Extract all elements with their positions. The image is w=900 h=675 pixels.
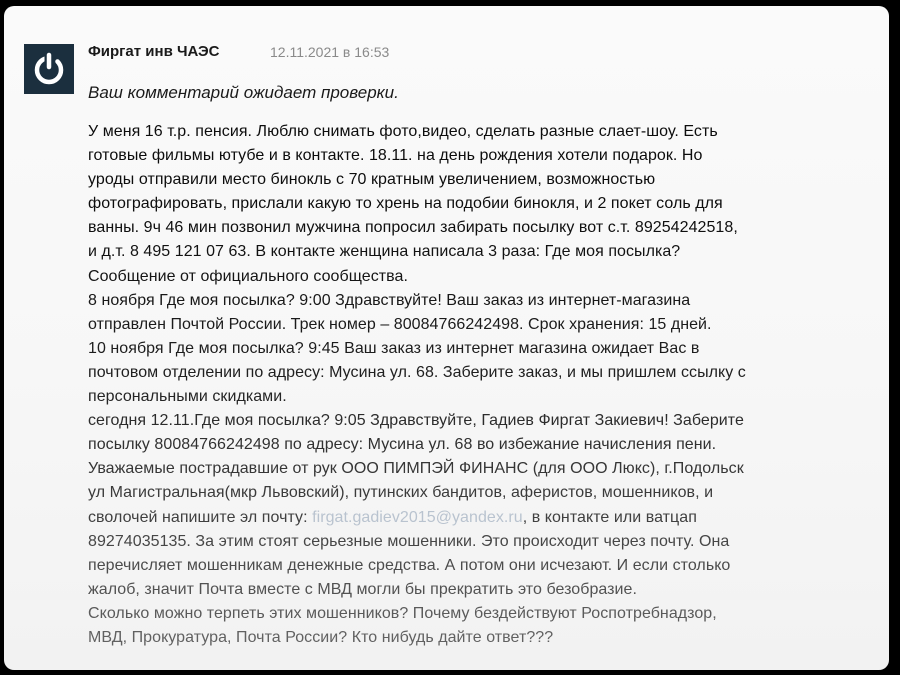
comment-line: У меня 16 т.р. пенсия. Люблю снимать фото,видео, сделать разные слает-шоу. Есть — [88, 123, 718, 140]
comment-line: ул Магистральная(мкр Львовский), путинских бандитов, аферистов, мошенников, и — [88, 484, 714, 502]
moderation-notice: Ваш комментарий ожидает проверки. — [88, 83, 399, 102]
comment-line: Сколько можно терпеть этих мошенников? Почему бездействуют Роспотребнадзор, — [88, 604, 717, 622]
comment-line: 10 ноября Где моя посылка? 9:45 Ваш заказ из интернет магазина ожидает Вас в — [88, 339, 700, 357]
comment-line: жалоб, значит Почта вместе с МВД могли бы прекратить это безобразие. — [88, 580, 637, 598]
comment-line: персональными скидками. — [88, 388, 287, 406]
comment-card — [4, 6, 889, 670]
comment-line: перечисляет мошенникам денежные средства. А потом они исчезают. И если столько — [88, 556, 731, 574]
avatar[interactable] — [24, 44, 74, 94]
email-line-text: , в контакте или ватцап — [522, 508, 697, 526]
comment-line: 89274035135. За этим стоят серьезные мошенники. Это происходит через почту. Она — [88, 532, 730, 550]
comment-line — [88, 506, 868, 530]
comment-line: Уважаемые пострадавшие от рук ООО ПИМПЭЙ ФИНАНС (для ООО Люкс), г.Подольск — [88, 460, 744, 478]
comment-line: 8 ноября Где моя посылка? 9:00 Здравствуйте! Ваш заказ из интернет-магазина — [88, 291, 691, 309]
email-link[interactable]: firgat.gadiev2015@yandex.ru — [312, 508, 523, 526]
power-icon — [24, 44, 74, 94]
comment-line: сегодня 12.11.Где моя посылка? 9:05 Здравствуйте, Гадиев Фиргат Закиевич! Заберите — [88, 412, 744, 430]
comment-body — [88, 120, 868, 650]
comment-line: готовые фильмы ютубе и в контакте. 18.11. на день рождения хотели подарок. Но — [88, 147, 703, 165]
email-line-text: сволочей напишите эл почту: — [88, 508, 313, 526]
comment-author[interactable]: Фиргат инв ЧАЭС — [88, 43, 220, 60]
comment-line: посылку 80084766242498 по адресу: Мусина ул. 68 во избежание начисления пени. — [88, 436, 717, 454]
comment-date: 12.11.2021 в 16:53 — [270, 44, 390, 60]
comment-line: и д.т. 8 495 121 07 63. В контакте женщина написала 3 раза: Где моя посылка? — [88, 243, 681, 261]
comment-line: уроды отправили место бинокль с 70 кратным увеличением, возможностью — [88, 171, 656, 189]
comment-line: ванны. 9ч 46 мин позвонил мужчина попросил забирать посылку вот с.т. 89254242518, — [88, 219, 738, 237]
comment-line: отправлен Почтой России. Трек номер – 80084766242498. Срок хранения: 15 дней. — [88, 315, 712, 333]
comment-line: почтовом отделении по адресу: Мусина ул. 68. Заберите заказ, и мы пришлем ссылку с — [88, 363, 746, 381]
comment-line: Сообщение от официального сообщества. — [88, 267, 408, 285]
comment-line: МВД, Прокуратура, Почта России? Кто нибудь дайте ответ??? — [88, 628, 554, 646]
comment-line: фотографировать, прислали какую то хрень на подобии бинокля, и 2 покет соль для — [88, 195, 723, 213]
